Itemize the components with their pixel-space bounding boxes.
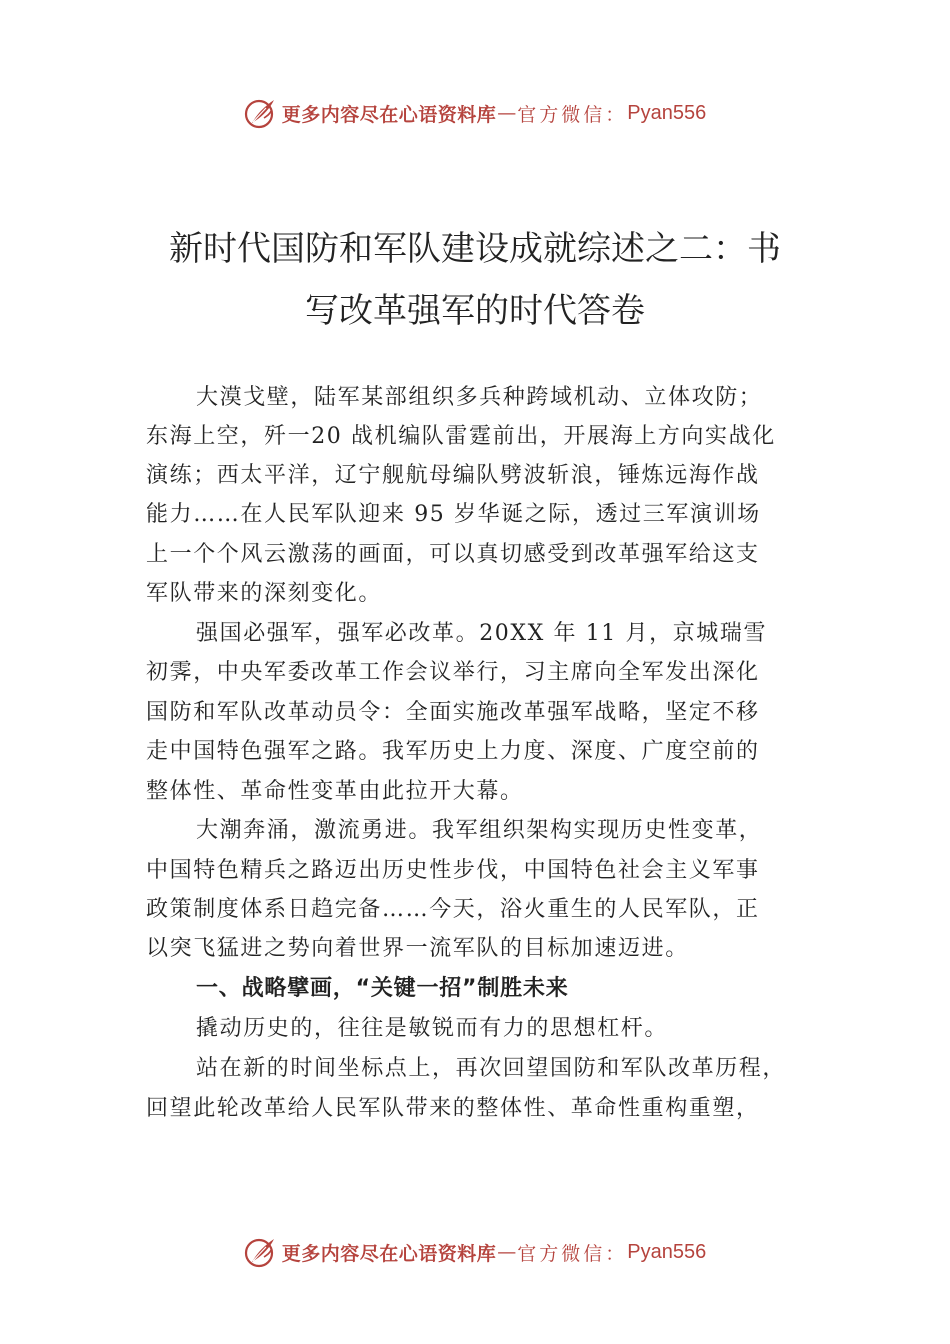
paragraph-line: 东海上空，歼一20 战机编队雷霆前出，开展海上方向实战化 xyxy=(146,424,776,449)
paragraph-line: 大潮奔涌，激流勇进。我军组织架构实现历史性变革， xyxy=(196,818,763,843)
paragraph-line: 初霁，中央军委改革工作会议举行，习主席向全军发出深化 xyxy=(146,660,760,685)
banner-library-text: 更多内容尽在心语资料库 xyxy=(281,103,497,126)
paragraph-line: 走中国特色强军之路。我军历史上力度、深度、广度空前的 xyxy=(146,739,760,764)
paragraph-line: 站在新的时间坐标点上，再次回望国防和军队改革历程， xyxy=(196,1056,787,1081)
paragraph-line: 政策制度体系日趋完备……今天，浴火重生的人民军队，正 xyxy=(146,897,760,922)
banner-library-text: 更多内容尽在心语资料库 xyxy=(281,1242,497,1265)
banner-wechat-label: 官方微信： xyxy=(517,1242,628,1265)
paragraph-line: 演练；西太平洋，辽宁舰航母编队劈波斩浪，锤炼远海作战 xyxy=(146,463,760,488)
banner-dash: — xyxy=(497,102,517,124)
paragraph-line: 军队带来的深刻变化。 xyxy=(146,581,383,606)
paragraph-line: 能力……在人民军队迎来 95 岁华诞之际，透过三军演训场 xyxy=(146,502,761,527)
paragraph-line: 国防和军队改革动员令：全面实施改革强军战略，坚定不移 xyxy=(146,700,760,725)
document-title-line-1: 新时代国防和军队建设成就综述之二：书 xyxy=(169,229,781,269)
paragraph-line: 上一个个风云激荡的画面，可以真切感受到改革强军给这支 xyxy=(146,542,760,567)
paragraph-line: 强国必强军，强军必改革。20XX 年 11 月，京城瑞雪 xyxy=(196,621,768,646)
footer-watermark-banner xyxy=(0,1232,950,1272)
banner-wechat-id: Pyan556 xyxy=(627,101,707,124)
quill-logo-icon xyxy=(244,96,278,130)
document-title-line-2: 写改革强军的时代答卷 xyxy=(305,291,645,331)
quill-logo-icon xyxy=(244,1235,278,1269)
banner-dash: — xyxy=(497,1241,517,1263)
banner-wechat-label: 官方微信： xyxy=(517,103,628,126)
section-heading-1: 一、战略擘画，“关键一招”制胜未来 xyxy=(196,976,569,1001)
header-watermark-banner xyxy=(0,93,950,133)
paragraph-line: 整体性、革命性变革由此拉开大幕。 xyxy=(146,779,524,804)
paragraph-line: 撬动历史的，往往是敏锐而有力的思想杠杆。 xyxy=(196,1016,669,1041)
paragraph-line: 中国特色精兵之路迈出历史性步伐，中国特色社会主义军事 xyxy=(146,858,760,883)
paragraph-line: 大漠戈壁，陆军某部组织多兵种跨域机动、立体攻防； xyxy=(196,385,763,410)
banner-wechat-id: Pyan556 xyxy=(627,1240,707,1263)
paragraph-line: 以突飞猛进之势向着世界一流军队的目标加速迈进。 xyxy=(146,936,689,961)
paragraph-line: 回望此轮改革给人民军队带来的整体性、革命性重构重塑， xyxy=(146,1096,760,1121)
